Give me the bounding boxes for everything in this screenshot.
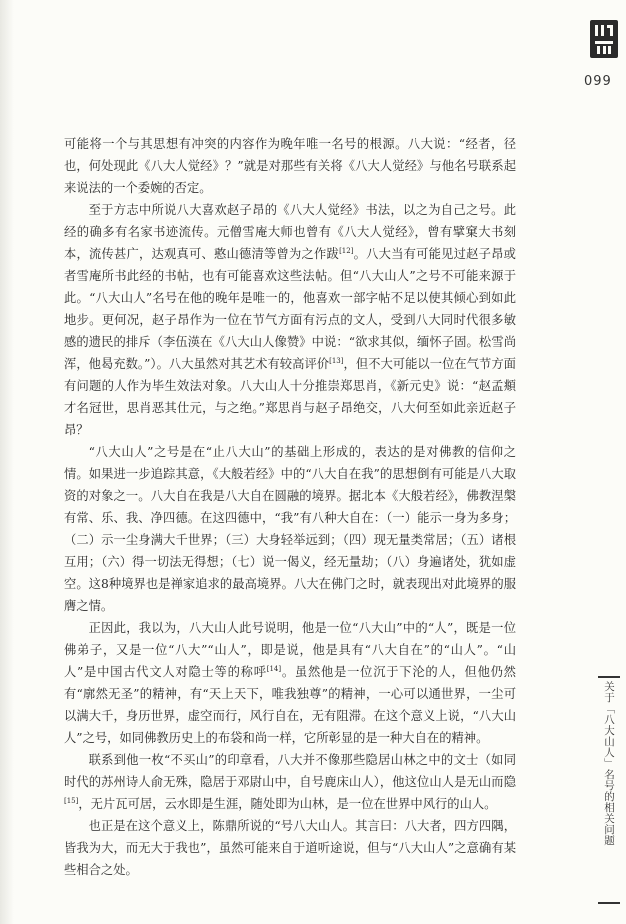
paragraph-text: 可能将一个与其思想有冲突的内容作为晚年唯一名号的根源。八大说：“经者，径也，何处现此《八大人觉经》？”就是对那些有关将《八大人觉经》与他名号联系起来说法的一个委婉的否定。 <box>64 137 516 195</box>
body-paragraph <box>64 199 516 441</box>
body-paragraph <box>64 441 516 617</box>
page-gutter-shadow <box>0 0 14 924</box>
paragraph-text: ，无片瓦可居，云水即是生涯，随处即为山林，是一位在世界中风行的山人。 <box>78 797 497 811</box>
footnote-marker: [14] <box>266 664 282 673</box>
running-chapter-title: 关于「八大山人」名号的相关问题 <box>603 681 615 846</box>
body-paragraph <box>64 815 516 881</box>
paragraph-text: 。虽然他是一位沉于下沦的人，但他仍然有“廓然无圣”的精神，有“天上天下，唯我独尊”的精神，一心可以通世界，一尘可以满大千，身历世界，虚空而行，风行自在，无有阻滞。在这个意义上说，“八大山人”之号，如同佛教历史上的布袋和尚一样，它所彰显的是一种大自在的精神。 <box>64 665 516 745</box>
paragraph-text: 。八大当有可能见过赵子昂或者雪庵所书此经的书帖，也有可能喜欢这些法帖。但“八大山人”之号不可能来源于此。“八大山人”名号在他的晚年是唯一的，他喜欢一部字帖不足以使其倾心到如此地步。更何况，赵子昂作为一位在节气方面有污点的文人，受到八大同时代很多敏感的遗民的排斥（李伍渶在《八大山人像赞》中说：“欲求其似，缅怀子固。松雪尚浑，他曷充数。”）。八大虽然对其艺术有较高评价 <box>64 247 516 371</box>
footnote-marker: [15] <box>64 796 79 805</box>
paragraph-text: “八大山人”之号是在“止八大山”的基础上形成的，表达的是对佛教的信仰之情。如果进一步追踪其意，《大般若经》中的“八大自在我”的思想倒有可能是八大取资的对象之一。八大自在我是八大自在圆融的境界。据北本《大般若经》，佛教涅槃有常、乐、我、净四德。在这四德中，“我”有八种大自在：（一）能示一身为多身；（二）示一尘身满大千世界；（三）大身轻举远到；（四）现无量类常居；（五）诸根互用；（六）得一切法无得想；（七）说一偈义，经无量劫；（八）身遍诸处，犹如虚空。这8种境界也是禅家追求的最高境界。八大在佛门之时，就表现出对此境界的服膺之情。 <box>64 445 516 613</box>
paragraph-text: ，但不大可能以一位在气节方面有问题的人作为毕生效法对象。八大山人十分推崇郑思肖，《新元史》说：“赵孟頫才名冠世，思肖恶其仕元，与之绝。”郑思肖与赵子昂绝交，八大何至如此亲近赵子昂？ <box>64 357 516 437</box>
publisher-logo-icon <box>590 20 618 58</box>
body-paragraph <box>64 617 516 749</box>
side-rule-bottom <box>598 902 620 904</box>
page-number: 099 <box>584 74 612 89</box>
paragraph-text: 联系到他一枚“不买山”的印章看，八大并不像那些隐居山林之中的文士（如同时代的苏州诗人俞无殊，隐居于邓尉山中，自号鹿床山人），他这位山人是无山而隐 <box>64 753 516 789</box>
paragraph-text: 正因此，我以为，八大山人此号说明，他是一位“八大山”中的“人”，既是一位佛弟子，又是一位“八大”“山人”，即是说，他是具有“八大自在”的“山人”。“山人”是中国古代文人对隐士等的称呼 <box>64 621 516 679</box>
paragraph-text: 也正是在这个意义上，陈鼎所说的“号八大山人。其言曰：八大者，四方四隅，皆我为大，而无大于我也”，虽然可能来自于道听途说，但与“八大山人”之意确有某些相合之处。 <box>64 819 516 877</box>
footnote-marker: [13] <box>329 356 344 365</box>
paragraph-text: 至于方志中所说八大喜欢赵子昂的《八大人觉经》书法，以之为自己之号。此经的确多有名家书迹流传。元僧雪庵大师也曾有《八大人觉经》，曾有擘窠大书刻本，流传甚广，达观真可、憨山德清等曾为之作跋 <box>64 203 516 261</box>
body-paragraph <box>64 133 516 199</box>
side-rule-top <box>598 676 620 678</box>
body-text <box>64 133 516 881</box>
footnote-marker: [12] <box>339 246 354 255</box>
body-paragraph <box>64 749 516 815</box>
